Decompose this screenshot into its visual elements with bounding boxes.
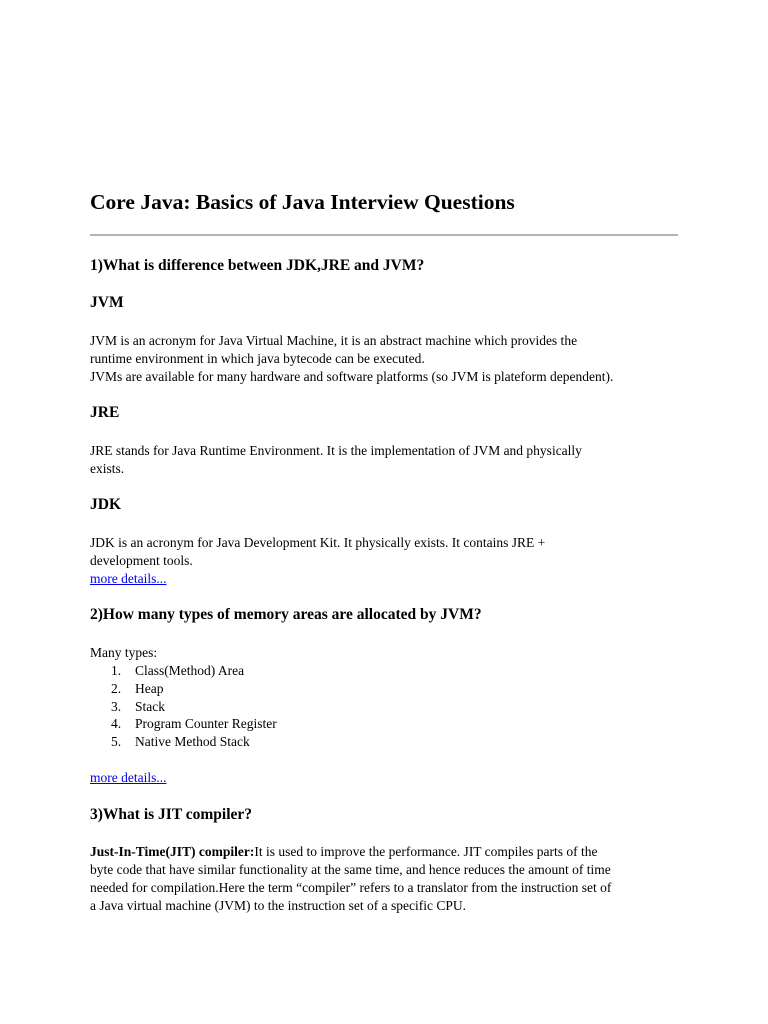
jdk-paragraph: [90, 534, 680, 588]
memory-areas-list: [90, 662, 277, 751]
jit-line: a Java virtual machine (JVM) to the instruction set of a specific CPU.: [90, 898, 467, 913]
more-details-link-1[interactable]: more details...: [90, 571, 167, 586]
list-number: 3.: [111, 698, 122, 714]
list-number: 1.: [111, 663, 122, 678]
list-number: 2.: [111, 680, 122, 696]
more-details-wrapper-2: [90, 769, 680, 787]
jre-paragraph: [90, 442, 680, 478]
jit-line: It is used to improve the performance. JIT compiles parts of the: [254, 844, 598, 859]
list-number: 4.: [111, 716, 122, 732]
jvm-paragraph: [90, 332, 680, 386]
list-item: [90, 715, 277, 733]
jre-line: JRE stands for Java Runtime Environment. It is the implementation of JVM and physically: [90, 443, 582, 458]
jdk-heading: JDK: [90, 496, 121, 513]
list-number: 5.: [111, 734, 122, 750]
question-2-heading: 2)How many types of memory areas are allocated by JVM?: [90, 606, 482, 623]
question-1-heading: 1)What is difference between JDK,JRE and JVM?: [90, 257, 425, 274]
list-item: [90, 733, 277, 751]
jvm-line: JVM is an acronym for Java Virtual Machine, it is an abstract machine which provides the: [90, 333, 578, 348]
jit-paragraph: [90, 843, 680, 915]
list-item: [90, 698, 277, 716]
list-text: Program Counter Register: [135, 716, 277, 732]
jdk-line: development tools.: [90, 553, 193, 568]
list-text: Native Method Stack: [135, 734, 250, 750]
jit-line: needed for compilation.Here the term “compiler” refers to a translator from the instruction set of: [90, 880, 612, 895]
memory-intro: Many types:: [90, 645, 158, 660]
jdk-line: JDK is an acronym for Java Development Kit. It physically exists. It contains JRE +: [90, 535, 546, 550]
page-title: Core Java: Basics of Java Interview Questions: [90, 190, 515, 214]
jre-line: exists.: [90, 461, 125, 476]
list-item: [90, 662, 277, 680]
jre-heading: JRE: [90, 404, 120, 421]
jvm-heading: JVM: [90, 294, 124, 311]
jit-line: byte code that have similar functionality at the same time, and hence reduces the amount of time: [90, 862, 611, 877]
horizontal-rule: [90, 234, 678, 236]
list-item: [90, 680, 277, 698]
jit-term: Just-In-Time(JIT) compiler:: [90, 844, 255, 859]
list-text: Class(Method) Area: [135, 663, 245, 678]
question-3-heading: 3)What is JIT compiler?: [90, 806, 253, 823]
list-text: Heap: [135, 680, 164, 696]
more-details-link-2[interactable]: more details...: [90, 770, 167, 785]
jvm-line: JVMs are available for many hardware and software platforms (so JVM is plateform dependent).: [90, 369, 614, 384]
list-text: Stack: [135, 698, 165, 714]
jvm-line: runtime environment in which java bytecode can be executed.: [90, 351, 425, 366]
